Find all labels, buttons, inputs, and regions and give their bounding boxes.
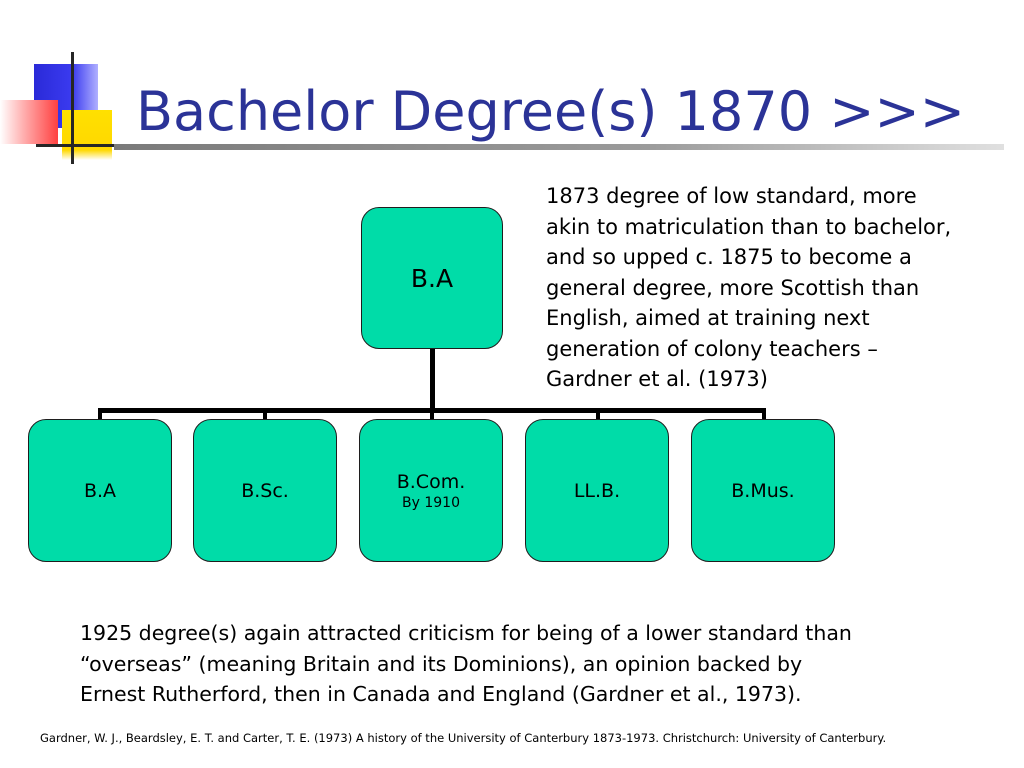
note-line: generation of colony teachers – [546, 336, 878, 361]
org-node-label: B.Sc. [241, 479, 289, 502]
slide-title: Bachelor Degree(s) 1870 >>> [136, 80, 965, 143]
citation: Gardner, W. J., Beardsley, E. T. and Carter, T. E. (1973) A history of the University of Canterbury 1873-1973. Christchurch: University of Canterbury. [40, 731, 887, 745]
note-line: Gardner et al. (1973) [546, 367, 768, 391]
connector-child-2 [263, 408, 267, 419]
note-line: general degree, more Scottish than [546, 275, 920, 300]
connector-root-stem [430, 349, 435, 410]
note-1925-degree [80, 618, 980, 710]
org-node-bsc [193, 419, 337, 562]
org-node-bcom [359, 419, 503, 562]
note-line: 1873 degree of low standard, more [546, 184, 917, 208]
logo-vertical-line [71, 52, 74, 164]
org-node-ba [28, 419, 172, 562]
org-node-root-label: B.A [410, 263, 454, 293]
note-1873-degree [546, 181, 986, 395]
connector-child-4 [596, 408, 600, 419]
connector-child-3 [430, 408, 434, 419]
org-node-label: B.Mus. [731, 479, 795, 502]
connector-child-5 [762, 408, 766, 419]
org-node-label: B.A [83, 479, 117, 502]
note-line: and so upped c. 1875 to become a [546, 245, 912, 269]
org-node-label: B.Com. [396, 470, 466, 493]
title-underline [114, 144, 1004, 150]
note-line: akin to matriculation than to bachelor, [546, 214, 952, 239]
note-line: English, aimed at training next [546, 306, 870, 330]
note-line: “overseas” (meaning Britain and its Dominions), an opinion backed by [80, 651, 803, 676]
note-line: Ernest Rutherford, then in Canada and England (Gardner et al., 1973). [80, 682, 802, 706]
org-node-llb [525, 419, 669, 562]
org-node-label: LL.B. [573, 479, 621, 502]
org-node-root [361, 207, 503, 349]
logo-yellow-square [62, 110, 112, 160]
org-node-bmus [691, 419, 835, 562]
note-line: 1925 degree(s) again attracted criticism for being of a lower standard than [80, 621, 852, 645]
org-node-sublabel: By 1910 [402, 494, 460, 511]
connector-child-1 [98, 408, 102, 419]
logo-red-square [0, 100, 58, 144]
